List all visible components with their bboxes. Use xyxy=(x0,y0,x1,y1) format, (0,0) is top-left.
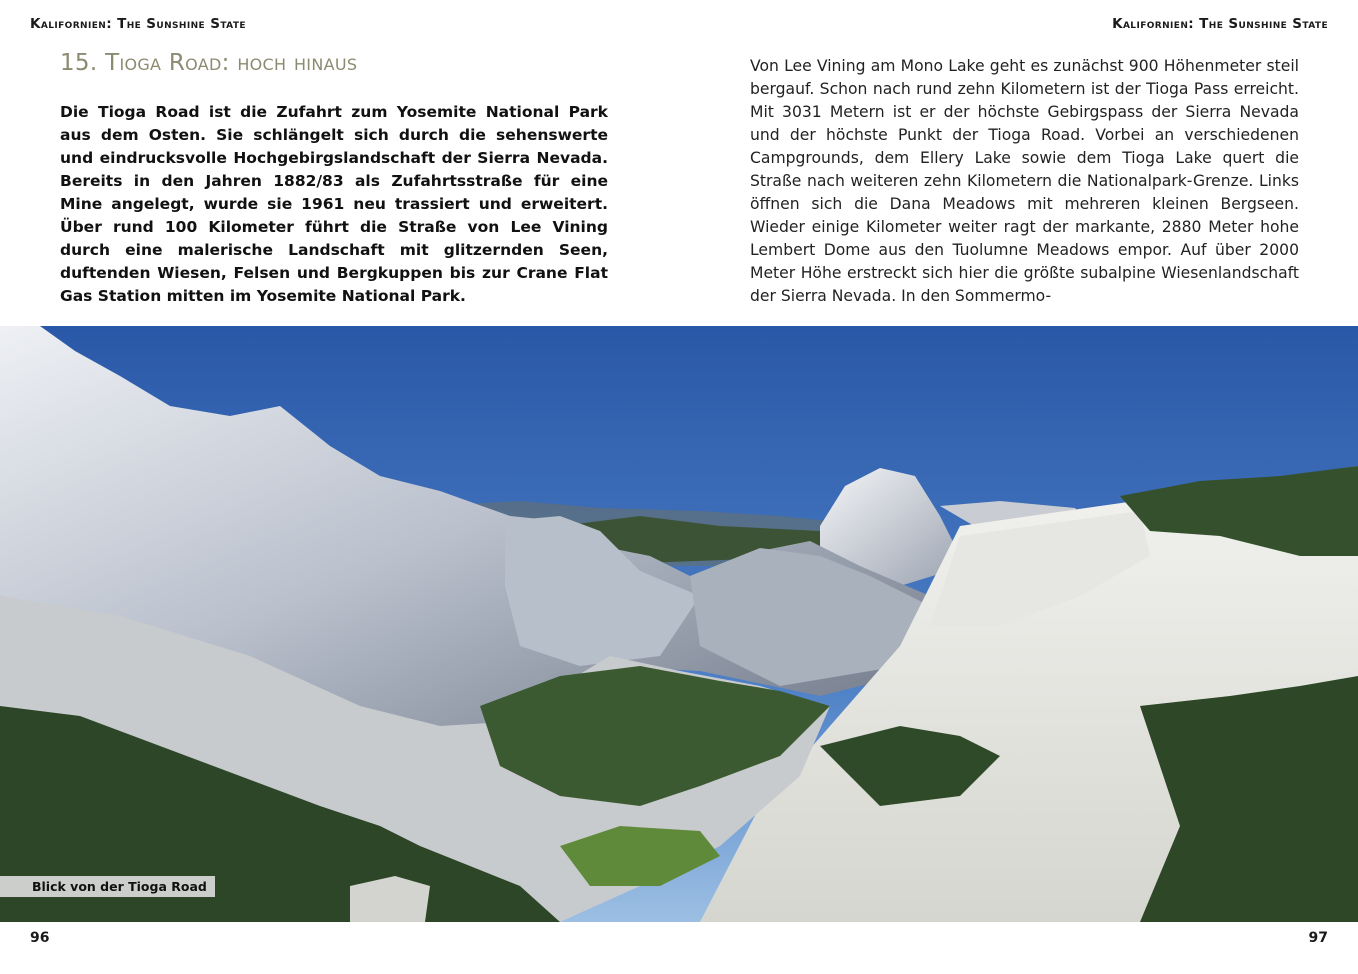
landscape-photo xyxy=(0,326,1358,922)
photo-caption: Blick von der Tioga Road xyxy=(0,876,215,897)
running-head-right: Kalifornien: The Sunshine State xyxy=(1112,16,1328,32)
body-paragraph: Von Lee Vining am Mono Lake geht es zunächst 900 Höhenmeter steil bergauf. Schon nach rund zehn Kilometern ist der Tioga Pass erreicht. Mit 3031 Metern ist er der höchste Gebirgspass der Sierra Nevada und der höchste Punkt der Tioga Road. Vorbei an verschiedenen Campgrounds, dem Ellery Lake sowie dem Tioga Lake quert die Straße nach weiteren zehn Kilometern die Nationalpark-Grenze. Links öffnen sich die Dana Meadows mit mehreren kleinen Bergseen. Wieder einige Kilometer weiter ragt der markante, 2880 Meter hohe Lembert Dome aus den Tuolumne Meadows empor. Auf über 2000 Meter Höhe erstreckt sich hier die größte subalpine Wiesenlandschaft der Sierra Nevada. In den Sommermo- xyxy=(750,57,1299,305)
section-title: 15. Tioga Road: hoch hinaus xyxy=(60,50,358,76)
running-head-left: Kalifornien: The Sunshine State xyxy=(30,16,246,32)
intro-paragraph: Die Tioga Road ist die Zufahrt zum Yosemite National Park aus dem Osten. Sie schlängelt sich durch die sehenswerte und eindrucksvolle Hochgebirgslandschaft der Sierra Nevada. Bereits in den Jahren 1882/83 als Zufahrtsstraße für eine Mine angelegt, wurde sie 1961 neu trassiert und erweitert. Über rund 100 Kilometer führt die Straße von Lee Vining durch eine malerische Landschaft mit glitzernden Seen, duftenden Wiesen, Felsen und Bergkuppen bis zur Crane Flat Gas Station mitten im Yosemite National Park. xyxy=(60,103,608,305)
page-number-left: 96 xyxy=(30,930,50,946)
page-number-right: 97 xyxy=(1308,930,1328,946)
